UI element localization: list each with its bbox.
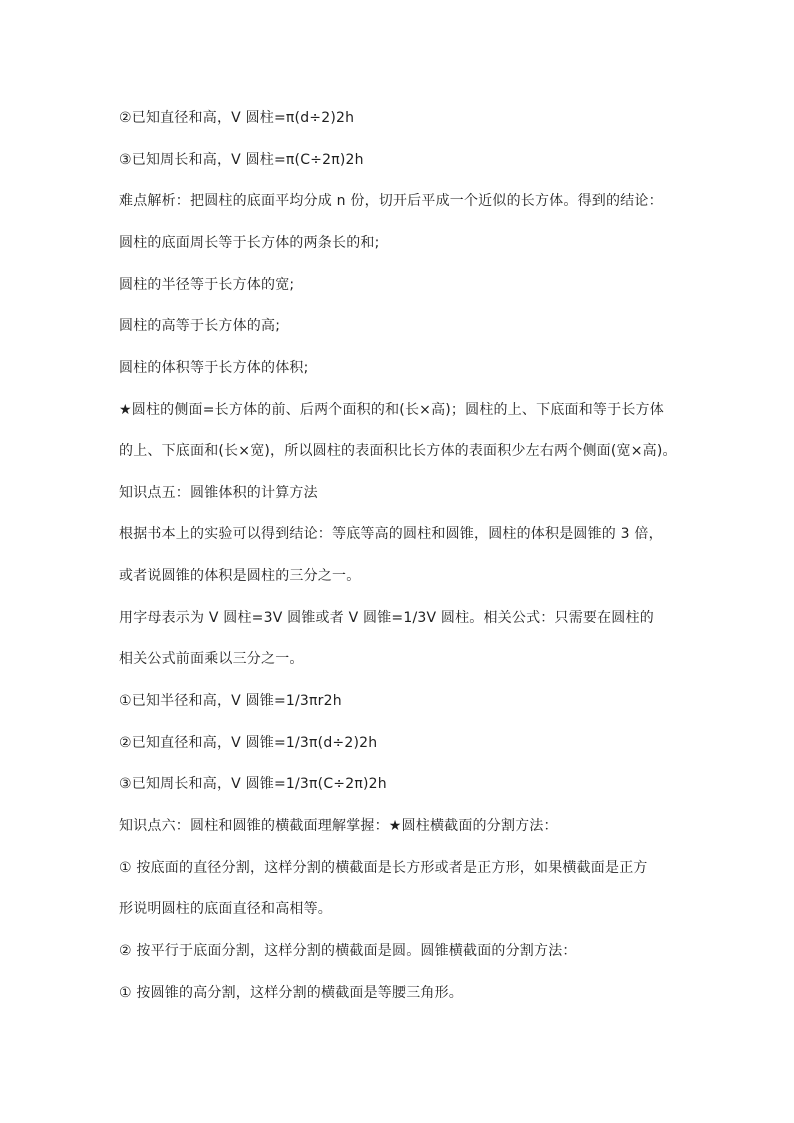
formula-cone-circumference: ③已知周长和高，V 圆锥=1/3π(C÷2π)2h	[119, 776, 387, 792]
conclusion-height: 圆柱的高等于长方体的高;	[119, 318, 281, 334]
star-note-line-2: 的上、下底面和(长×宽)，所以圆柱的表面积比长方体的表面积少左右两个侧面(宽×高)。	[119, 443, 677, 459]
star-note-line-1: ★圆柱的侧面=长方体的前、后两个面积的和(长×高)；圆柱的上、下底面和等于长方体	[119, 402, 664, 418]
formula-cone-diameter: ②已知直径和高，V 圆锥=1/3π(d÷2)2h	[119, 735, 378, 751]
letter-formula-line-1: 用字母表示为 V 圆柱=3V 圆锥或者 V 圆锥=1/3V 圆柱。相关公式：只需要在圆柱的	[119, 610, 654, 626]
conclusion-radius: 圆柱的半径等于长方体的宽;	[119, 277, 295, 293]
conclusion-volume: 圆柱的体积等于长方体的体积;	[119, 360, 309, 376]
cylinder-cut-method-1-line-1: ① 按底面的直径分割，这样分割的横截面是长方形或者是正方形，如果横截面是正方	[119, 860, 648, 876]
conclusion-circumference: 圆柱的底面周长等于长方体的两条长的和;	[119, 235, 380, 251]
formula-cylinder-diameter: ②已知直径和高，V 圆柱=π(d÷2)2h	[119, 110, 355, 126]
experiment-conclusion-line-1: 根据书本上的实验可以得到结论：等底等高的圆柱和圆锥，圆柱的体积是圆锥的 3 倍，	[119, 526, 663, 542]
experiment-conclusion-line-2: 或者说圆锥的体积是圆柱的三分之一。	[119, 568, 361, 584]
cylinder-cut-method-2: ② 按平行于底面分割，这样分割的横截面是圆。圆锥横截面的分割方法：	[119, 943, 577, 959]
cone-cut-method-1: ① 按圆锥的高分割，这样分割的横截面是等腰三角形。	[119, 985, 463, 1001]
section-heading-5: 知识点五：圆锥体积的计算方法	[119, 485, 318, 501]
section-heading-6: 知识点六：圆柱和圆锥的横截面理解掌握：★圆柱横截面的分割方法：	[119, 818, 558, 834]
letter-formula-line-2: 相关公式前面乘以三分之一。	[119, 651, 304, 667]
cylinder-cut-method-1-line-2: 形说明圆柱的底面直径和高相等。	[119, 901, 332, 917]
formula-cone-radius: ①已知半径和高，V 圆锥=1/3πr2h	[119, 693, 342, 709]
difficulty-analysis-paragraph: 难点解析：把圆柱的底面平均分成 n 份，切开后平成一个近似的长方体。得到的结论：	[119, 193, 663, 209]
formula-cylinder-circumference: ③已知周长和高，V 圆柱=π(C÷2π)2h	[119, 152, 364, 168]
